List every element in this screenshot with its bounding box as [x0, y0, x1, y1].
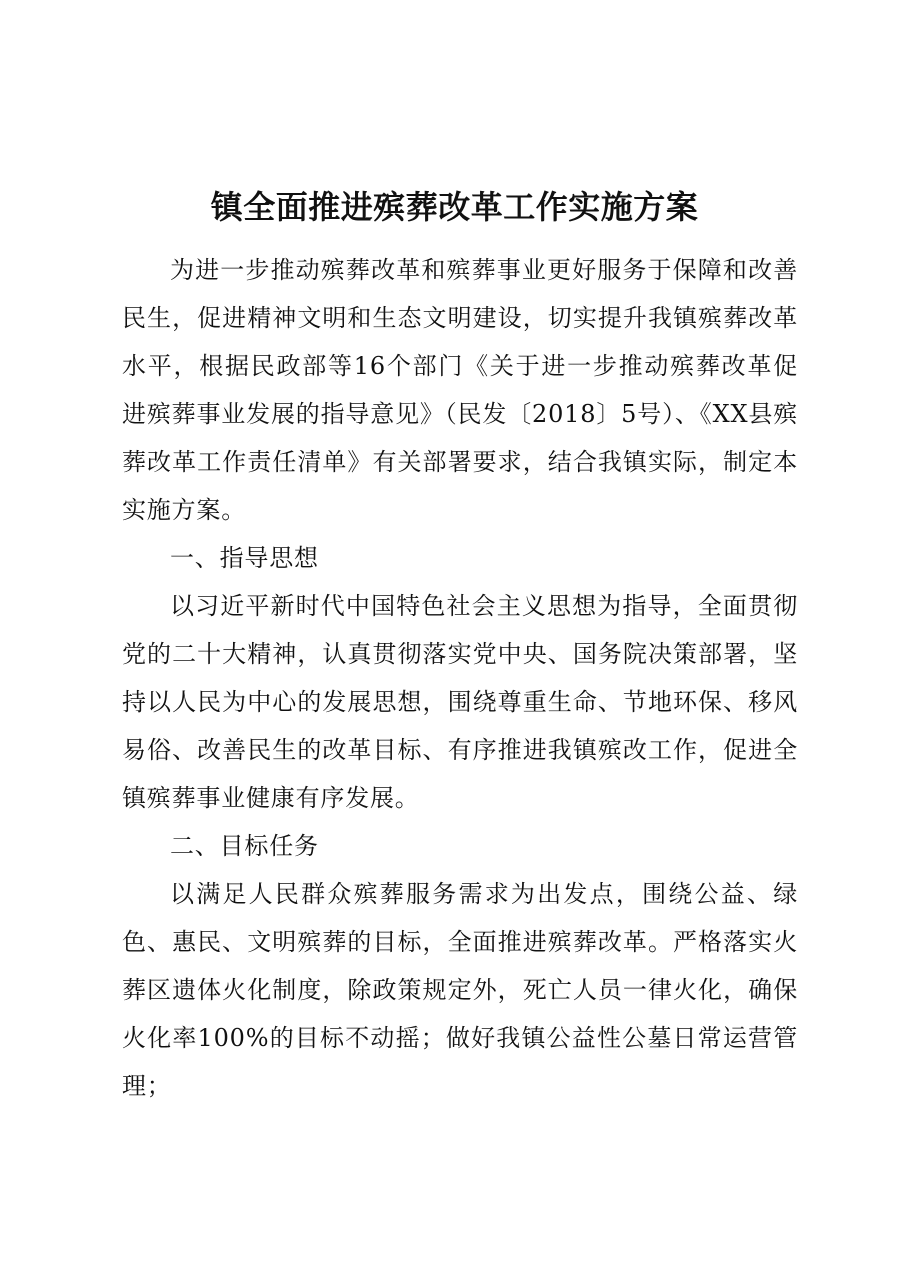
goals-paragraph: 以满足人民群众殡葬服务需求为出发点，围绕公益、绿色、惠民、文明殡葬的目标，全面推进殡葬改革。严格落实火葬区遗体火化制度，除政策规定外，死亡人员一律火化，确保火化率100%的目标不动摇；做好我镇公益性公墓日常运营管理；	[122, 880, 798, 1100]
guiding-thought-paragraph: 以习近平新时代中国特色社会主义思想为指导，全面贯彻党的二十大精神，认真贯彻落实党中央、国务院决策部署，坚持以人民为中心的发展思想，围绕尊重生命、节地环保、移风易俗、改善民生的改革目标、有序推进我镇殡改工作，促进全镇殡葬事业健康有序发展。	[122, 592, 798, 812]
section-heading-guiding-thought: 一、指导思想	[170, 544, 319, 572]
section-heading-goals: 二、目标任务	[170, 832, 319, 860]
document-title: 镇全面推进殡葬改革工作实施方案	[210, 188, 699, 227]
intro-paragraph: 为进一步推动殡葬改革和殡葬事业更好服务于保障和改善民生，促进精神文明和生态文明建设，切实提升我镇殡葬改革水平，根据民政部等16个部门《关于进一步推动殡葬改革促进殡葬事业发展的指导意见》（民发〔2018〕5号）、《XX县殡葬改革工作责任清单》有关部署要求，结合我镇实际，制定本实施方案。	[122, 256, 798, 524]
document-body	[122, 246, 798, 1110]
